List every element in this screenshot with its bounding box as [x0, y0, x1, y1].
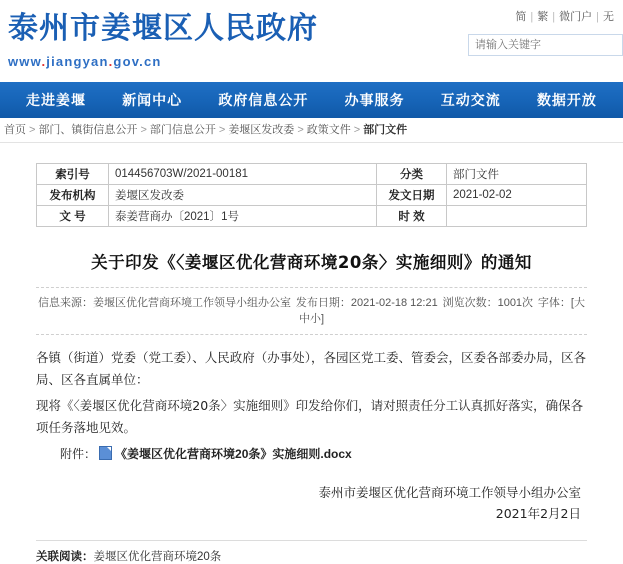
views-label: 浏览次数： — [442, 297, 498, 309]
signature-date: 2021年2月2日 — [495, 506, 581, 521]
top-link-simplified[interactable]: 简 — [515, 11, 527, 23]
article-container — [0, 143, 623, 564]
meta-label-index: 索引号 — [37, 164, 109, 185]
breadcrumb-sep-3: > — [218, 124, 226, 136]
meta-value-publisher: 姜堰区发改委 — [109, 185, 377, 206]
top-link-sep-1: | — [530, 11, 534, 23]
search-box[interactable] — [468, 34, 623, 56]
breadcrumb-sep-5: > — [353, 124, 361, 136]
search-input[interactable] — [469, 35, 622, 55]
main-nav — [0, 82, 623, 118]
breadcrumb-sep-1: > — [29, 124, 36, 136]
signature-org: 泰州市姜堰区优化营商环境工作领导小组办公室 — [318, 485, 581, 500]
article-body — [36, 347, 587, 439]
top-link-traditional[interactable]: 繁 — [537, 11, 549, 23]
font-size-medium[interactable]: 中 — [298, 313, 310, 325]
source-label: 信息来源： — [38, 297, 93, 309]
attachment-link[interactable]: 《姜堰区优化营商环境20条》实施细则.docx — [115, 447, 352, 461]
views-value: 1001次 — [497, 297, 534, 309]
top-link-sep-3: | — [596, 11, 599, 23]
publish-label: 发布日期： — [295, 297, 351, 309]
site-title: 泰州市姜堰区人民政府 — [8, 11, 318, 46]
font-size-close: ] — [320, 313, 325, 325]
url-dot-2: . — [108, 54, 114, 69]
font-size-label: 字体：[ — [537, 297, 574, 309]
nav-item-interaction[interactable]: 互动交流 — [440, 93, 501, 109]
article-views — [443, 294, 533, 312]
breadcrumb-item-policy-docs[interactable]: 政策文件 — [306, 124, 351, 136]
breadcrumb-sep-4: > — [297, 124, 304, 136]
site-url-mid: jiangyan — [46, 54, 109, 69]
breadcrumb-item-ndrc[interactable]: 姜堰区发改委 — [228, 124, 295, 136]
font-size-small[interactable]: 小 — [309, 313, 321, 325]
meta-value-docdate: 2021-02-02 — [447, 185, 587, 206]
metadata-table — [36, 163, 587, 227]
nav-item-about[interactable]: 走进姜堰 — [26, 93, 86, 109]
meta-label-validity: 时 效 — [377, 206, 447, 227]
breadcrumb — [0, 118, 623, 143]
meta-value-index: 014456703W/2021-00181 — [109, 164, 377, 185]
article-paragraph-2: 现将《〈姜堰区优化营商环境20条〉实施细则》印发给你们，请对照责任分工认真抓好落实，确保各项任务落地见效。 — [36, 398, 584, 435]
meta-label-docnumber: 文 号 — [37, 206, 109, 227]
article-paragraph-1: 各镇（街道）党委（党工委）、人民政府（办事处），各园区党工委、管委会，区委各部委办局，区各局、区各直属单位： — [36, 350, 587, 387]
table-row — [37, 185, 587, 206]
nav-item-open-data[interactable]: 数据开放 — [536, 93, 597, 109]
nav-item-news[interactable]: 新闻中心 — [122, 93, 183, 109]
breadcrumb-item-dept-info[interactable]: 部门信息公开 — [149, 124, 216, 136]
site-url-prefix: www — [8, 54, 42, 69]
nav-item-gov-info[interactable]: 政府信息公开 — [218, 93, 309, 109]
related-reading — [36, 540, 587, 564]
top-link-mobile-portal[interactable]: 微门户 — [559, 11, 593, 23]
article-signature — [36, 482, 587, 524]
related-label: 关联阅读： — [36, 551, 94, 563]
table-row — [37, 206, 587, 227]
meta-value-docnumber: 泰姜营商办〔2021〕1号 — [109, 206, 377, 227]
article-info-bar — [36, 287, 587, 335]
publish-value: 2021-02-18 12:21 — [350, 297, 438, 309]
related-link-1[interactable]: 姜堰区优化营商环境20条 — [93, 551, 222, 563]
page-title: 关于印发《〈姜堰区优化营商环境20条〉实施细则》的通知 — [91, 253, 532, 272]
meta-value-validity — [447, 206, 587, 227]
site-url-suffix: gov.cn — [113, 54, 162, 69]
url-dot-1: . — [41, 54, 47, 69]
file-icon — [99, 446, 112, 460]
breadcrumb-current: 部门文件 — [363, 124, 408, 136]
attachment-label: 附件： — [60, 447, 97, 461]
meta-label-publisher: 发布机构 — [37, 185, 109, 206]
meta-value-category: 部门文件 — [447, 164, 587, 185]
source-value: 姜堰区优化营商环境工作领导小组办公室 — [93, 297, 291, 309]
site-header — [0, 0, 623, 82]
font-size-large[interactable]: 大 — [573, 297, 585, 309]
breadcrumb-item-home[interactable]: 首页 — [4, 124, 26, 136]
top-utility-links — [512, 8, 617, 24]
meta-label-category: 分类 — [377, 164, 447, 185]
top-link-sep-2: | — [552, 11, 556, 23]
site-brand[interactable] — [8, 11, 318, 69]
table-row — [37, 164, 587, 185]
top-link-extra[interactable]: 无 — [603, 11, 614, 23]
breadcrumb-item-dept-town[interactable]: 部门、镇街信息公开 — [38, 124, 138, 136]
article-source — [38, 294, 291, 312]
breadcrumb-sep-2: > — [140, 124, 147, 136]
meta-label-docdate: 发文日期 — [377, 185, 447, 206]
nav-item-services[interactable]: 办事服务 — [344, 93, 405, 109]
font-size-options-row — [38, 310, 585, 328]
attachment-row — [36, 445, 587, 462]
font-size-control — [538, 294, 585, 312]
site-url — [8, 54, 318, 69]
